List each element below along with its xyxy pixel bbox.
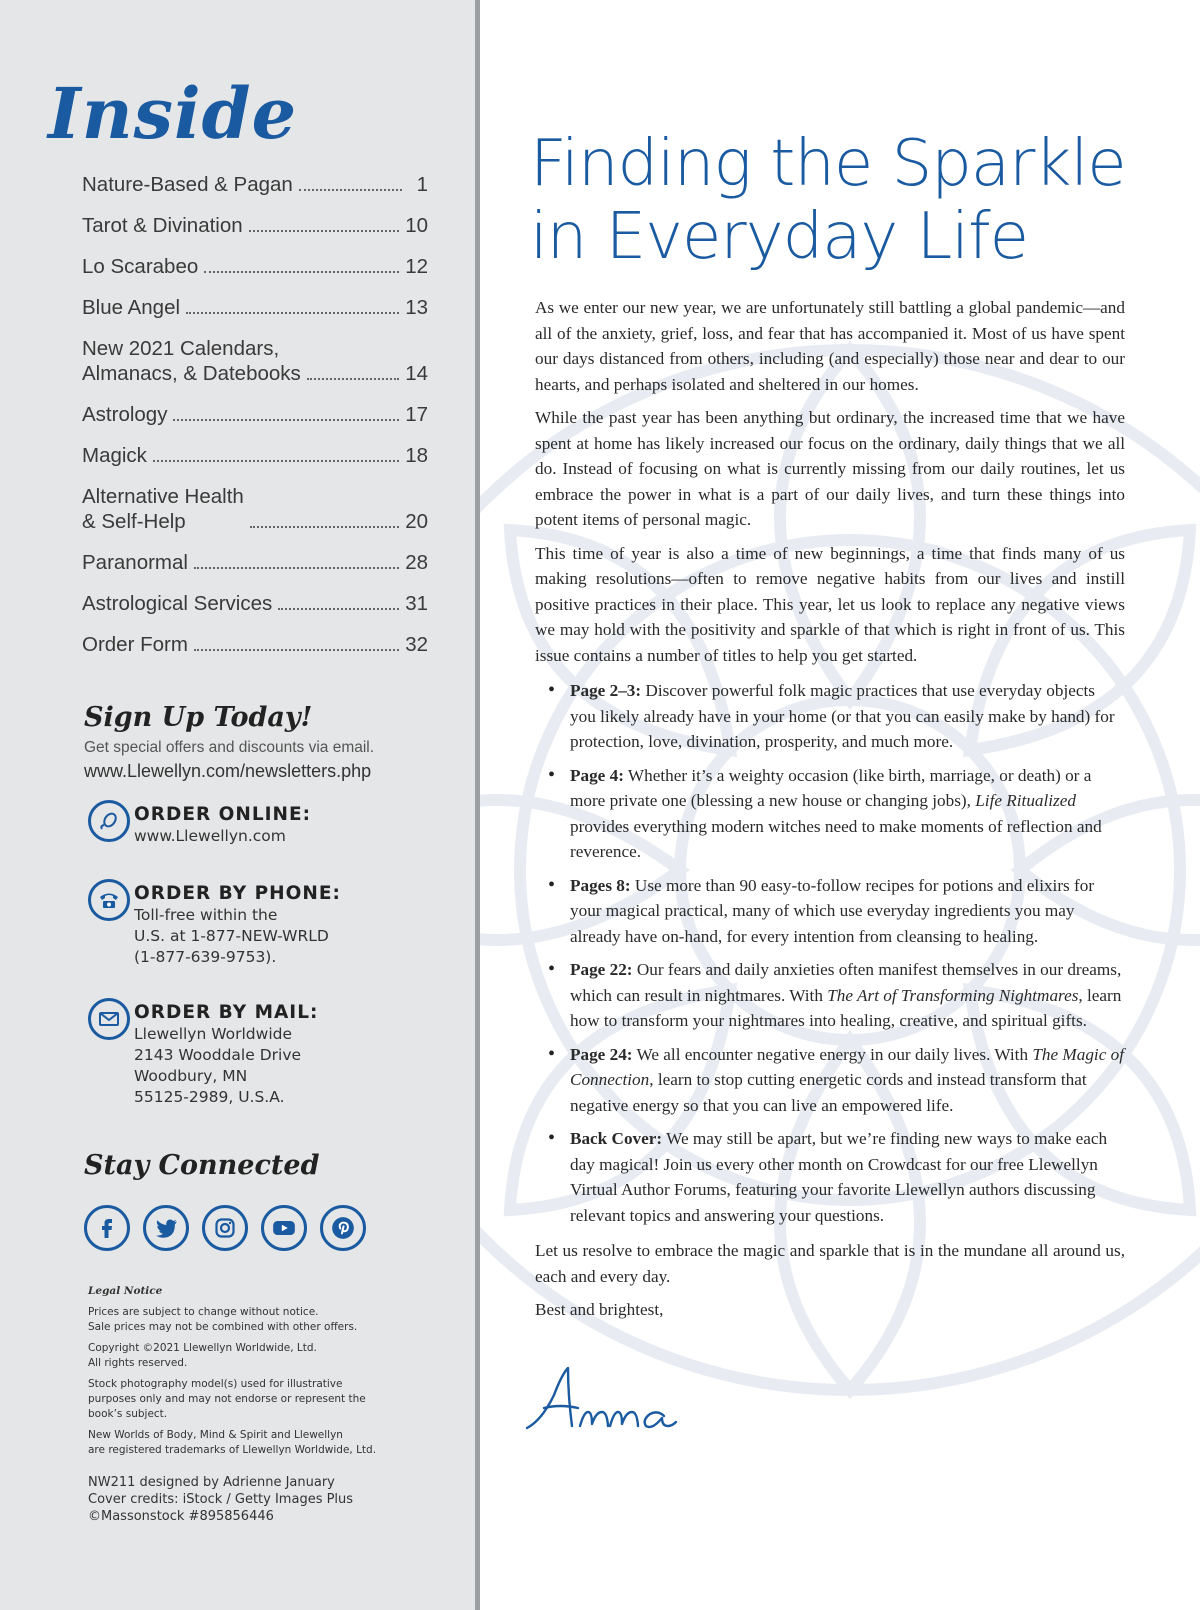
toc-item-label: Lo Scarabeo <box>82 255 199 278</box>
signature-anna <box>522 1360 722 1450</box>
list-item-text: Use more than 90 easy-to-follow recipes for potions and elixirs for your magical practical, many of which use everyday ingredients you may already have on-hand, for every intention from cleansing to healing. <box>570 875 1095 946</box>
toc-leader-dots <box>194 567 399 569</box>
closing-paragraph: Let us resolve to embrace the magic and sparkle that is in the mundane all around us, each and every day. <box>535 1241 1125 1286</box>
toc-item-label: Magick <box>82 444 147 467</box>
list-item-lead: Page 2–3: <box>570 681 642 700</box>
toc-leader-dots <box>204 271 399 273</box>
stay-connected-title: Stay Connected <box>84 1150 320 1181</box>
pinterest-icon[interactable] <box>320 1205 366 1251</box>
order-mail-title: ORDER BY MAIL: <box>134 1002 319 1023</box>
legal-paragraph: Copyright ©2021 Llewellyn Worldwide, Ltd. All rights reserved. <box>88 1342 317 1369</box>
legal-notice <box>88 1284 428 1525</box>
address-line: Llewellyn Worldwide <box>134 1025 293 1043</box>
phone-icon <box>88 879 130 921</box>
toc-item-label: Blue Angel <box>82 296 181 319</box>
list-item-text: We may still be apart, but we’re finding new ways to make each day magical! Join us every other month on Crowdcast for our free Llewellyn Virtual Author Forums, featuring your favorite Llewellyn authors discussing relevant topics and answering your questions. <box>570 1129 1108 1225</box>
book-title: The Magic of Connection <box>570 1044 1124 1089</box>
address-line: 55125-2989, U.S.A. <box>134 1088 285 1106</box>
list-item <box>570 763 1125 865</box>
headline-line: Finding the Sparkle <box>530 127 1126 201</box>
list-item-text: provides everything modern witches need to make moments of reflection and reverence. <box>570 816 1102 861</box>
list-item-lead: Pages 8: <box>570 875 631 895</box>
toc-item-page: 10 <box>405 214 428 237</box>
toc-item-page: 1 <box>416 173 428 196</box>
toc-item-page: 12 <box>405 255 428 278</box>
toc-item-label: Nature-Based & Pagan <box>82 173 293 196</box>
toc-item[interactable] <box>82 550 428 575</box>
address-line: 2143 Wooddale Drive <box>134 1046 302 1064</box>
credit-line: NW211 designed by Adrienne January <box>88 1475 335 1490</box>
toc-leader-dots <box>249 230 400 232</box>
toc-leader-dots <box>153 460 399 462</box>
instagram-icon[interactable] <box>202 1205 248 1251</box>
toc-leader-dots <box>307 378 399 380</box>
order-phone-title: ORDER BY PHONE: <box>134 883 341 904</box>
toc-leader-dots <box>278 608 399 610</box>
toc-item-label: Tarot & Divination <box>82 214 243 237</box>
toc-item[interactable] <box>82 213 428 238</box>
order-phone-line: (1-877-639-9753). <box>134 948 277 966</box>
toc-item-label: New 2021 Calendars, Almanacs, & Datebooks <box>82 337 301 385</box>
toc-item-page: 32 <box>405 633 428 656</box>
toc-item[interactable] <box>82 591 428 616</box>
list-item-text: Our fears and daily anxieties often manifest themselves in our dreams, which can result in nightmares. With <box>570 960 1122 1005</box>
toc-item-label: Order Form <box>82 633 188 656</box>
legal-paragraph: Stock photography model(s) used for illustrative purposes only and may not endorse or represent the book’s subject. <box>88 1378 366 1420</box>
toc-leader-dots <box>250 526 399 528</box>
toc-item-label: Alternative Health & Self-Help <box>82 485 244 533</box>
toc-item-page: 28 <box>405 551 428 574</box>
toc-item[interactable] <box>82 632 428 657</box>
toc-item-page: 17 <box>405 403 428 426</box>
list-item-lead: Page 24: <box>570 1044 633 1064</box>
toc-leader-dots <box>173 419 399 421</box>
legal-paragraph: New Worlds of Body, Mind & Spirit and Llewellyn are registered trademarks of Llewellyn Worldwide, Ltd. <box>88 1429 377 1456</box>
list-item <box>570 957 1125 1034</box>
envelope-icon <box>88 998 130 1040</box>
toc-item[interactable] <box>82 336 428 386</box>
mouse-icon <box>88 800 130 842</box>
credit-line: ©Massonstock #895856446 <box>88 1509 274 1524</box>
order-online-title: ORDER ONLINE: <box>134 804 312 825</box>
order-mail-block <box>88 1002 458 1108</box>
toc-item[interactable] <box>82 402 428 427</box>
legal-paragraph: Prices are subject to change without notice. Sale prices may not be combined with other offers. <box>88 1306 358 1333</box>
social-links <box>84 1205 366 1251</box>
list-item-text: , learn how to transform your nightmares into healing, creative, and spiritual gifts. <box>570 985 1122 1030</box>
list-item-text: , learn to stop cutting energetic cords and instead transform that negative energy so that you can live an empowered life. <box>570 1070 1087 1115</box>
toc-item-label: Astrology <box>82 403 168 426</box>
table-of-contents <box>82 172 428 673</box>
facebook-icon[interactable] <box>84 1205 130 1251</box>
list-item-text: We all encounter negative energy in our daily lives. With <box>632 1044 1033 1064</box>
main-content <box>480 0 1200 1610</box>
signup-title: Sign Up Today! <box>84 702 313 733</box>
list-item-lead: Back Cover: <box>570 1129 663 1148</box>
legal-title: Legal Notice <box>88 1285 163 1297</box>
toc-item-page: 20 <box>405 510 428 533</box>
toc-item[interactable] <box>82 172 428 197</box>
list-item-text: Whether it’s a weighty occasion (like birth, marriage, or death) or a more private one (blessing a new house or changing jobs), <box>570 765 1092 810</box>
toc-item[interactable] <box>82 443 428 468</box>
list-item-text: Discover powerful folk magic practices that use everyday objects you likely already have in your home (or that you can easily make by hand) for protection, love, divination, prosperity, and much more. <box>570 681 1115 751</box>
paragraph: As we enter our new year, we are unfortunately still battling a global pandemic—and all of the anxiety, grief, loss, and fear that has accompanied it. Most of us have spent our days distanced from others, including (and especially) those near and dear to our hearts, and perhaps isolated and sheltered in our homes. <box>535 298 1125 394</box>
toc-item[interactable] <box>82 484 428 534</box>
headline <box>530 128 1126 274</box>
signup-section <box>84 702 454 782</box>
list-item-lead: Page 22: <box>570 960 633 979</box>
toc-item-label: Paranormal <box>82 551 188 574</box>
credit-line: Cover credits: iStock / Getty Images Plus <box>88 1492 354 1507</box>
signup-description: Get special offers and discounts via email. <box>84 739 375 756</box>
list-item <box>570 678 1125 755</box>
toc-item-label: Astrological Services <box>82 592 273 615</box>
address-line: Woodbury, MN <box>134 1067 248 1085</box>
twitter-icon[interactable] <box>143 1205 189 1251</box>
toc-item-page: 14 <box>405 362 428 385</box>
list-item <box>570 873 1125 950</box>
sidebar <box>0 0 475 1610</box>
toc-leader-dots <box>299 189 402 191</box>
newsletter-link[interactable]: www.Llewellyn.com/newsletters.php <box>84 761 372 781</box>
inside-title: Inside <box>48 72 298 155</box>
toc-item-page: 18 <box>405 444 428 467</box>
toc-item[interactable] <box>82 254 428 279</box>
headline-line: in Everyday Life <box>530 200 1028 274</box>
youtube-icon[interactable] <box>261 1205 307 1251</box>
toc-item-page: 13 <box>405 296 428 319</box>
order-online-block <box>88 804 458 847</box>
paragraph: While the past year has been anything but ordinary, the increased time that we have spent at home has likely increased our focus on the ordinary, daily things that we all do. Instead of focusing on what is currently missing from our daily routines, let us embrace the power in what is a part of our daily lives, and turn these things into potent items of personal magic. <box>535 408 1125 529</box>
paragraph: This time of year is also a time of new beginnings, a time that finds many of us making resolutions—often to remove negative habits from our lives and instill positive practices in their place. This year, let us look to replace any negative views we may hold with the positivity and sparkle of that which is right in front of us. This issue contains a number of titles to help you get started. <box>535 543 1125 665</box>
article-body <box>535 295 1125 1331</box>
order-phone-block <box>88 883 458 968</box>
list-item-lead: Page 4: <box>570 765 624 785</box>
list-item <box>570 1042 1125 1119</box>
order-phone-number[interactable]: U.S. at 1-877-NEW-WRLD <box>134 927 329 945</box>
book-title: The Art of Transforming Nightmares <box>827 985 1079 1005</box>
toc-item-page: 31 <box>405 592 428 615</box>
sign-off: Best and brightest, <box>535 1300 664 1319</box>
book-title: Life Ritualized <box>975 791 1076 810</box>
highlights-list <box>535 678 1125 1228</box>
toc-leader-dots <box>186 312 399 314</box>
toc-item[interactable] <box>82 295 428 320</box>
list-item <box>570 1126 1125 1228</box>
order-phone-line: Toll-free within the <box>134 906 278 924</box>
credits <box>88 1474 428 1525</box>
toc-leader-dots <box>194 649 399 651</box>
order-online-url[interactable]: www.Llewellyn.com <box>134 827 286 845</box>
